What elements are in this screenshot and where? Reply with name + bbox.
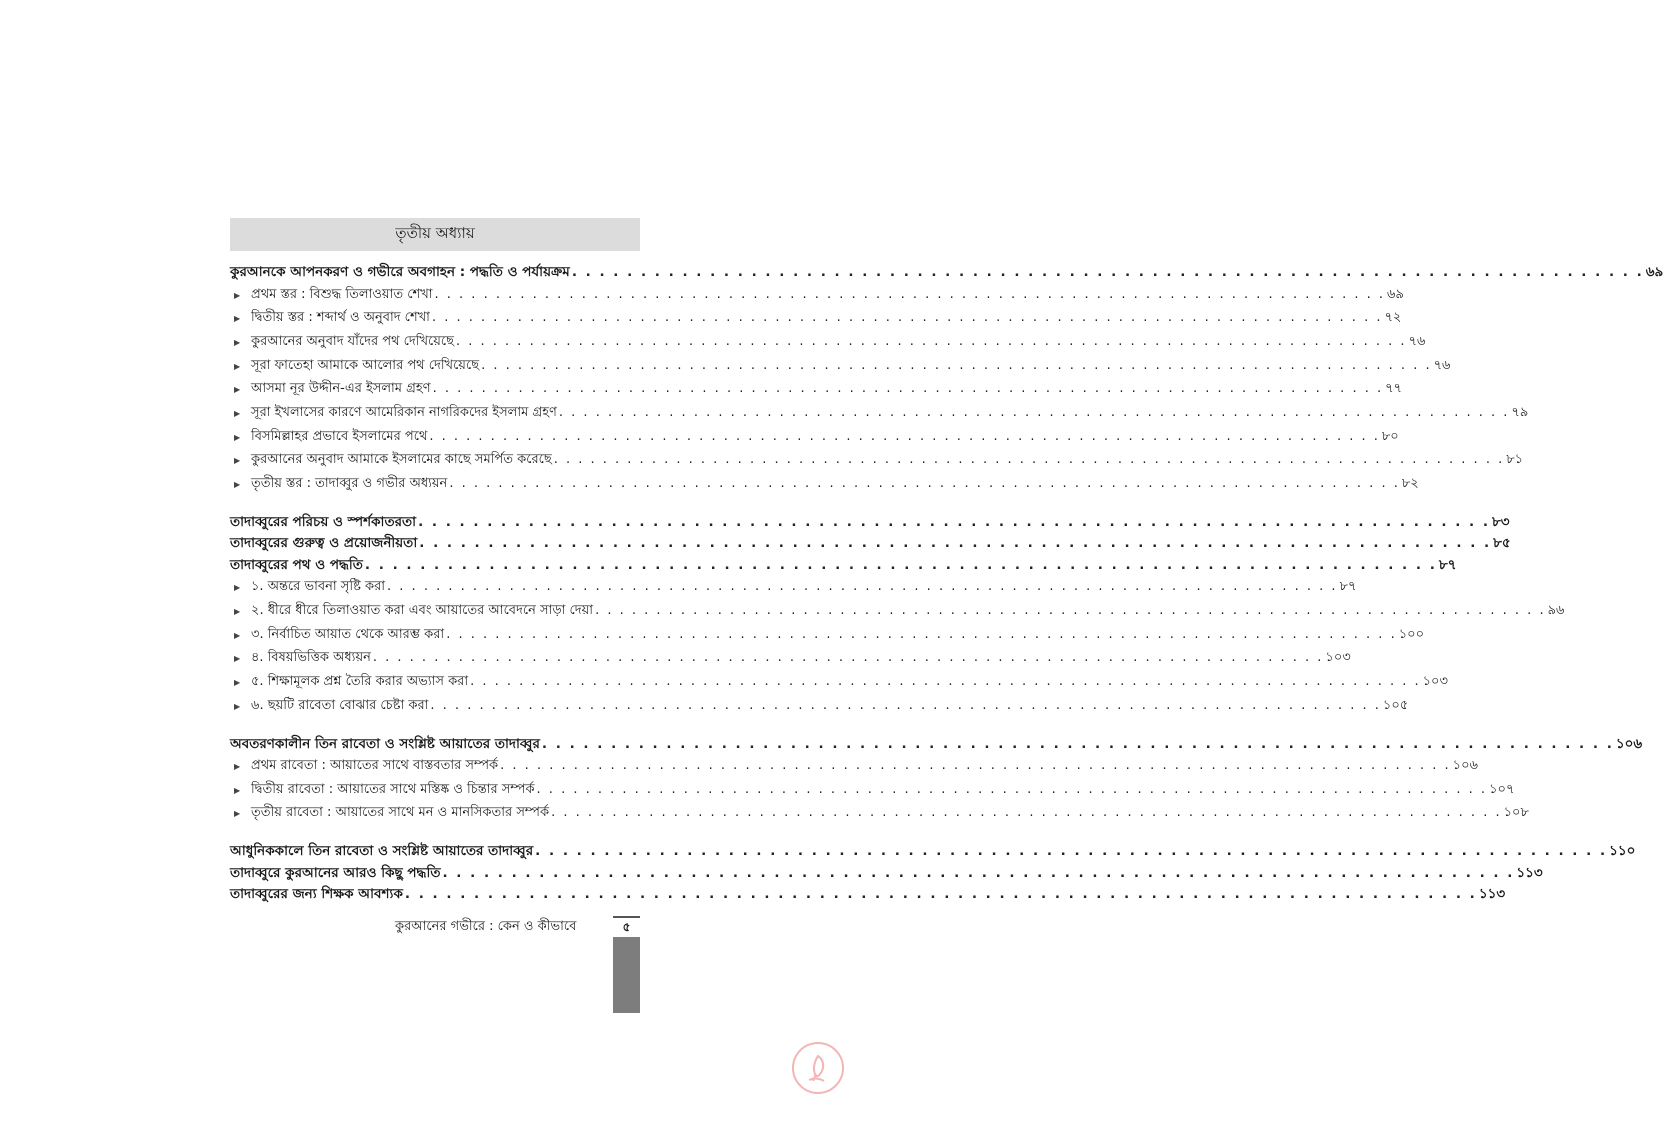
toc-heading-label: আধুনিককালে তিন রাবেতা ও সংশ্লিষ্ট আয়াতের তাদাব্বুর bbox=[230, 843, 534, 860]
toc-sub-label: তৃতীয় রাবেতা : আয়াতের সাথে মন ও মানসিকতার সম্পর্ক bbox=[251, 805, 550, 821]
toc-sub-label: সূরা ইখলাসের কারণে আমেরিকান নাগরিকদের ইসলাম গ্রহণ bbox=[251, 405, 557, 421]
table-of-contents bbox=[230, 262, 1663, 921]
toc-heading-label: তাদাব্বুরের জন্য শিক্ষক আবশ্যক bbox=[230, 886, 403, 903]
toc-sub-entry[interactable] bbox=[230, 671, 1448, 695]
toc-page-number: ৭৭ bbox=[1385, 381, 1403, 397]
dot-leader bbox=[435, 284, 1386, 307]
toc-page-number: ১০৮ bbox=[1503, 805, 1529, 821]
toc-group-2 bbox=[230, 512, 1565, 719]
toc-sub-entry[interactable] bbox=[230, 473, 1419, 497]
toc-sub-entry[interactable] bbox=[230, 402, 1529, 426]
toc-sub-entry[interactable] bbox=[230, 779, 1515, 803]
dot-leader bbox=[470, 671, 1421, 694]
toc-heading-label: তাদাব্বুরের পথ ও পদ্ধতি bbox=[230, 556, 363, 573]
triangle-right-icon: ▶ bbox=[234, 456, 241, 466]
dot-leader bbox=[449, 473, 1400, 496]
dot-leader bbox=[405, 884, 1477, 906]
dot-leader bbox=[554, 449, 1505, 472]
dot-leader bbox=[559, 402, 1510, 425]
toc-sub-label: ১. অন্তরে ভাবনা সৃষ্টি করা bbox=[251, 579, 386, 595]
triangle-right-icon: ▶ bbox=[234, 314, 241, 324]
toc-page-number: ১০৭ bbox=[1489, 781, 1515, 797]
toc-group-4 bbox=[230, 841, 1636, 906]
triangle-right-icon: ▶ bbox=[234, 701, 241, 711]
toc-page-number: ১০৫ bbox=[1382, 697, 1409, 713]
toc-sub-entry[interactable] bbox=[230, 449, 1524, 473]
dot-leader bbox=[430, 695, 1381, 718]
toc-sub-entry[interactable] bbox=[230, 802, 1529, 826]
dot-leader bbox=[446, 624, 1397, 647]
toc-sub-label: ৩. নির্বাচিত আয়াত থেকে আরম্ভ করা bbox=[251, 626, 445, 642]
toc-page-number: ১০০ bbox=[1398, 626, 1425, 642]
toc-page-number: ৭৬ bbox=[1433, 357, 1451, 373]
dot-leader bbox=[500, 755, 1451, 778]
triangle-right-icon: ▶ bbox=[234, 630, 241, 640]
toc-heading-entry[interactable] bbox=[230, 555, 1457, 577]
toc-page-number: ১১৩ bbox=[1516, 864, 1543, 881]
triangle-right-icon: ▶ bbox=[234, 607, 241, 617]
chapter-heading-bar bbox=[230, 218, 640, 251]
dot-leader bbox=[551, 802, 1502, 825]
toc-sub-label: ২. ধীরে ধীরে তিলাওয়াত করা এবং আয়াতের আবেদনে সাড়া দেয়া bbox=[251, 603, 594, 619]
toc-sub-entry[interactable] bbox=[230, 426, 1399, 450]
toc-sub-label: তৃতীয় স্তর : তাদাব্বুর ও গভীর অধ্যয়ন bbox=[251, 476, 448, 492]
toc-sub-entry[interactable] bbox=[230, 331, 1426, 355]
triangle-right-icon: ▶ bbox=[234, 290, 241, 300]
toc-page-number: ৮৭ bbox=[1339, 579, 1357, 595]
toc-sub-label: ৫. শিক্ষামূলক প্রশ্ন তৈরি করার অভ্যাস করা bbox=[251, 674, 469, 690]
dot-leader bbox=[535, 841, 1607, 863]
dot-leader bbox=[572, 262, 1644, 284]
toc-heading-label: তাদাব্বুরে কুরআনের আরও কিছু পদ্ধতি bbox=[230, 864, 441, 881]
triangle-right-icon: ▶ bbox=[234, 385, 241, 395]
triangle-right-icon: ▶ bbox=[234, 409, 241, 419]
toc-page-number: ৮৫ bbox=[1493, 535, 1511, 552]
toc-sub-label: সূরা ফাতেহা আমাকে আলোর পথ দেখিয়েছে bbox=[251, 357, 480, 373]
toc-sub-label: দ্বিতীয় স্তর : শব্দার্থ ও অনুবাদ শেখা bbox=[251, 310, 430, 326]
dot-leader bbox=[595, 600, 1546, 623]
toc-sub-label: আসমা নূর উদ্দীন-এর ইসলাম গ্রহণ bbox=[251, 381, 431, 397]
toc-heading-label: তাদাব্বুরের পরিচয় ও স্পর্শকাতরতা bbox=[230, 513, 417, 530]
toc-sub-label: ৬. ছয়টি রাবেতা বোঝার চেষ্টা করা bbox=[251, 697, 429, 713]
thumb-index-bar bbox=[613, 937, 640, 1013]
toc-heading-entry[interactable] bbox=[230, 884, 1506, 906]
toc-sub-label: ৪. বিষয়ভিত্তিক অধ্যয়ন bbox=[251, 650, 371, 666]
toc-sub-entry[interactable] bbox=[230, 355, 1451, 379]
toc-sub-entry[interactable] bbox=[230, 307, 1402, 331]
dot-leader bbox=[373, 647, 1324, 670]
toc-group-3 bbox=[230, 734, 1643, 827]
toc-sub-entry[interactable] bbox=[230, 624, 1425, 648]
toc-sub-label: কুরআনের অনুবাদ যাঁদের পথ দেখিয়েছে bbox=[251, 333, 454, 349]
dot-leader bbox=[387, 576, 1338, 599]
triangle-right-icon: ▶ bbox=[234, 337, 241, 347]
toc-sub-entry[interactable] bbox=[230, 647, 1351, 671]
toc-page-number: ১০৩ bbox=[1422, 674, 1448, 690]
triangle-right-icon: ▶ bbox=[234, 583, 241, 593]
toc-page-number: ১০৩ bbox=[1325, 650, 1351, 666]
triangle-right-icon: ▶ bbox=[234, 361, 241, 371]
dot-leader bbox=[542, 734, 1614, 756]
dot-leader bbox=[429, 426, 1380, 449]
toc-page-number: ৭৯ bbox=[1511, 405, 1529, 421]
toc-page-number: ৬৯ bbox=[1387, 286, 1404, 302]
toc-sub-entry[interactable] bbox=[230, 600, 1565, 624]
toc-sub-label: বিসমিল্লাহর প্রভাবে ইসলামের পথে bbox=[251, 428, 428, 444]
toc-page-number: ৬৯ bbox=[1645, 264, 1663, 280]
triangle-right-icon: ▶ bbox=[234, 678, 241, 688]
toc-sub-label: দ্বিতীয় রাবেতা : আয়াতের সাথে মস্তিষ্ক ও চিন্তার সম্পর্ক bbox=[251, 781, 535, 797]
toc-sub-entry[interactable] bbox=[230, 755, 1479, 779]
dot-leader bbox=[481, 355, 1432, 378]
toc-page-number: ১১৩ bbox=[1478, 886, 1506, 903]
toc-sub-entry[interactable] bbox=[230, 695, 1409, 719]
toc-sub-label: কুরআনের অনুবাদ আমাকে ইসলামের কাছে সমর্পিত করেছে bbox=[251, 452, 552, 468]
toc-heading-entry[interactable] bbox=[230, 512, 1510, 534]
dot-leader bbox=[432, 307, 1383, 330]
toc-page-number: ৮৭ bbox=[1438, 556, 1457, 573]
toc-sub-entry[interactable] bbox=[230, 576, 1357, 600]
toc-sub-entry[interactable] bbox=[230, 284, 1404, 308]
toc-heading-entry[interactable] bbox=[230, 734, 1643, 756]
toc-page-number: ৮৩ bbox=[1491, 513, 1510, 530]
toc-sub-entry[interactable] bbox=[230, 378, 1403, 402]
triangle-right-icon: ▶ bbox=[234, 809, 241, 819]
toc-heading-entry[interactable] bbox=[230, 841, 1636, 863]
toc-heading-entry[interactable] bbox=[230, 262, 1663, 284]
dot-leader bbox=[418, 512, 1490, 534]
dot-leader bbox=[537, 779, 1488, 802]
toc-page-number: ৮০ bbox=[1381, 428, 1399, 444]
toc-page-number: ৮২ bbox=[1401, 476, 1419, 492]
toc-page-number: ১০৬ bbox=[1615, 735, 1643, 752]
quill-logo-icon bbox=[792, 1042, 844, 1094]
toc-heading-label: তাদাব্বুরের গুরুত্ব ও প্রয়োজনীয়তা bbox=[230, 535, 418, 552]
triangle-right-icon: ▶ bbox=[234, 480, 241, 490]
toc-group-1 bbox=[230, 262, 1663, 497]
toc-sub-label: প্রথম রাবেতা : আয়াতের সাথে বাস্তবতার সম্পর্ক bbox=[251, 758, 499, 774]
toc-page-number: ৯৬ bbox=[1547, 603, 1565, 619]
triangle-right-icon: ▶ bbox=[234, 762, 241, 772]
toc-page-number: ১১০ bbox=[1609, 843, 1636, 860]
triangle-right-icon: ▶ bbox=[234, 654, 241, 664]
toc-page-number: ৭২ bbox=[1384, 310, 1402, 326]
dot-leader bbox=[442, 863, 1514, 885]
dot-leader bbox=[419, 533, 1491, 555]
toc-page-number: ১০৬ bbox=[1452, 758, 1479, 774]
toc-heading-label: অবতরণকালীন তিন রাবেতা ও সংশ্লিষ্ট আয়াতের তাদাব্বুর bbox=[230, 735, 540, 752]
chapter-heading: তৃতীয় অধ্যায় bbox=[395, 224, 475, 242]
toc-heading-entry[interactable] bbox=[230, 863, 1543, 885]
page-number: ৫ bbox=[613, 916, 640, 937]
triangle-right-icon: ▶ bbox=[234, 785, 241, 795]
triangle-right-icon: ▶ bbox=[234, 432, 241, 442]
toc-heading-entry[interactable] bbox=[230, 533, 1511, 555]
dot-leader bbox=[456, 331, 1407, 354]
dot-leader bbox=[365, 555, 1437, 577]
toc-page-number: ৮১ bbox=[1506, 452, 1524, 468]
toc-sub-label: প্রথম স্তর : বিশুদ্ধ তিলাওয়াত শেখা bbox=[251, 286, 433, 302]
toc-heading-label: কুরআনকে আপনকরণ ও গভীরে অবগাহন : পদ্ধতি ও পর্যায়ক্রম bbox=[230, 264, 570, 280]
dot-leader bbox=[433, 378, 1384, 401]
toc-page-number: ৭৬ bbox=[1408, 333, 1426, 349]
running-footer-title: কুরআনের গভীরে : কেন ও কীভাবে bbox=[395, 919, 577, 934]
